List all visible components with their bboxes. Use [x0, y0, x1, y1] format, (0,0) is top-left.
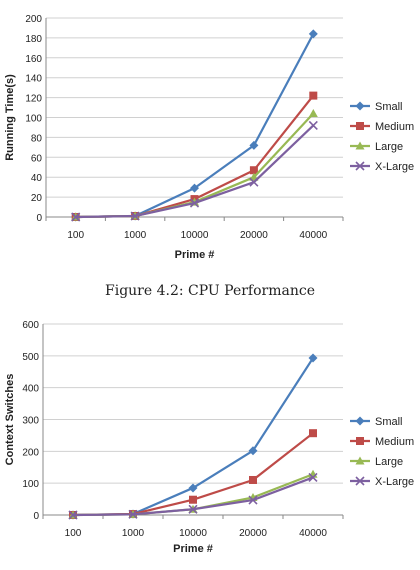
y-tick-label: 180 — [25, 33, 42, 45]
y-tick-label: 140 — [25, 73, 42, 85]
y-tick-label: 200 — [22, 447, 39, 459]
legend-item-large — [350, 141, 403, 153]
x-tick-label: 100 — [64, 528, 82, 539]
x-tick-label: 10000 — [180, 230, 209, 241]
data-point-medium — [189, 496, 197, 504]
x-tick-label: 1000 — [121, 528, 145, 539]
context-switches-chart — [0, 313, 420, 570]
legend-label: X-Large — [375, 161, 415, 173]
data-point-medium — [309, 92, 317, 100]
x-tick-label: 40000 — [299, 230, 328, 241]
legend — [350, 101, 414, 173]
y-tick-label: 0 — [36, 213, 42, 224]
legend — [350, 416, 414, 488]
y-tick-label: 0 — [33, 511, 39, 522]
y-tick-label: 120 — [25, 93, 42, 105]
series-large — [69, 470, 318, 519]
x-tick-label: 100 — [67, 230, 85, 241]
legend-label: Medium — [375, 436, 415, 448]
data-point-medium — [309, 429, 317, 437]
y-tick-label: 300 — [22, 415, 39, 427]
legend-label: Small — [375, 101, 403, 113]
y-tick-label: 40 — [30, 173, 42, 185]
legend-item-small — [350, 101, 403, 113]
legend-label: Small — [375, 416, 403, 428]
series-small — [69, 354, 318, 520]
legend-label: X-Large — [375, 476, 415, 488]
legend-item-x-large — [350, 161, 414, 173]
legend-label: Large — [375, 456, 404, 468]
y-tick-label: 200 — [25, 14, 42, 25]
data-point-x-large — [309, 121, 317, 129]
x-tick-label: 10000 — [179, 528, 207, 539]
y-tick-label: 60 — [30, 153, 42, 165]
y-tick-label: 500 — [22, 351, 39, 363]
x-tick-label: 20000 — [239, 230, 268, 241]
y-tick-label: 80 — [30, 133, 42, 145]
x-tick-label: 1000 — [123, 230, 147, 241]
y-tick-label: 600 — [22, 320, 39, 331]
x-tick-label: 20000 — [239, 528, 267, 539]
x-axis-label: Prime # — [174, 249, 215, 261]
y-tick-label: 160 — [25, 53, 42, 65]
y-tick-label: 400 — [22, 383, 39, 395]
legend-item-large — [350, 456, 403, 468]
legend-marker — [356, 102, 365, 111]
y-tick-label: 20 — [30, 193, 42, 205]
y-axis-label: Context Switches — [4, 373, 16, 466]
data-point-small — [309, 29, 318, 38]
legend-item-medium — [350, 121, 414, 133]
legend-marker — [356, 437, 364, 445]
figure-caption: Figure 4.2: CPU Performance — [105, 283, 315, 299]
y-tick-label: 100 — [22, 479, 39, 491]
legend-item-small — [350, 416, 403, 428]
legend-marker — [356, 122, 364, 130]
cpu-performance-chart — [0, 0, 420, 275]
data-point-medium — [249, 476, 257, 484]
legend-label: Large — [375, 141, 404, 153]
data-point-large — [309, 109, 318, 117]
legend-marker — [356, 417, 365, 426]
legend-label: Medium — [375, 121, 415, 133]
legend-item-medium — [350, 436, 414, 448]
legend-item-x-large — [350, 476, 414, 488]
x-tick-label: 40000 — [299, 528, 327, 539]
x-axis-label: Prime # — [173, 543, 213, 555]
y-axis-label: Running Time(s) — [4, 74, 16, 161]
y-tick-label: 100 — [25, 113, 42, 125]
